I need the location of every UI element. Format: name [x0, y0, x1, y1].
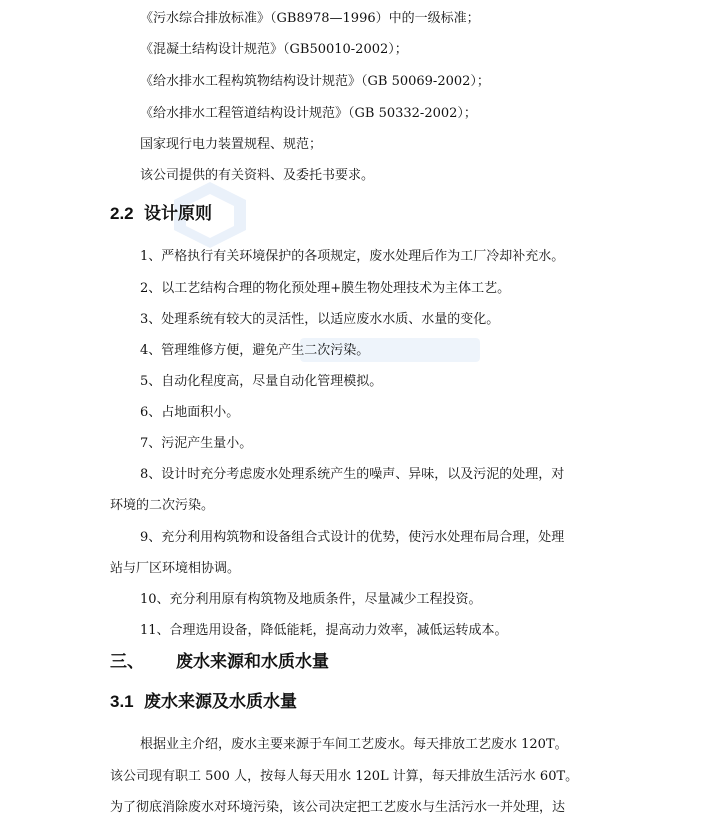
section-number: 三、 [110, 652, 144, 672]
principle-line: 2、以工艺结构合理的物化预处理+膜生物处理技术为主体工艺。 [140, 281, 511, 296]
principle-line: 4、管理维修方便，避免产生二次污染。 [140, 343, 370, 358]
body-line: 为了彻底消除废水对环境污染，该公司决定把工艺废水与生活污水一并处理，达 [110, 800, 566, 815]
standard-line: 《给水排水工程管道结构设计规范》（GB 50332-2002）； [140, 106, 477, 121]
standard-line: 《给水排水工程构筑物结构设计规范》（GB 50069-2002）； [140, 74, 490, 89]
principle-line: 10、充分利用原有构筑物及地质条件，尽量减少工程投资。 [140, 592, 482, 607]
body-line: 根据业主介绍，废水主要来源于车间工艺废水。每天排放工艺废水 120T。 [140, 737, 568, 752]
principle-line: 9、充分利用构筑物和设备组合式设计的优势，使污水处理布局合理，处理 [140, 530, 565, 545]
principle-line: 3、处理系统有较大的灵活性，以适应废水水质、水量的变化。 [140, 312, 500, 327]
principle-line: 8、设计时充分考虑废水处理系统产生的噪声、异味，以及污泥的处理，对 [140, 467, 565, 482]
section-title: 设计原则 [144, 204, 212, 223]
principle-line: 1、严格执行有关环境保护的各项规定，废水处理后作为工厂冷却补充水。 [140, 249, 565, 264]
standard-line: 该公司提供的有关资料、及委托书要求。 [140, 168, 375, 183]
principle-line: 7、污泥产生量小。 [140, 436, 253, 451]
section-heading-2-2 [110, 203, 212, 225]
principle-line: 站与厂区环境相协调。 [110, 561, 241, 576]
principle-line: 6、占地面积小。 [140, 405, 240, 420]
body-line: 该公司现有职工 500 人，按每人每天用水 120L 计算，每天排放生活污水 60T。 [110, 769, 579, 784]
section-heading-3 [110, 650, 329, 674]
section-heading-3-1 [110, 691, 297, 713]
standard-line: 国家现行电力装置规程、规范； [140, 137, 323, 152]
principle-line: 5、自动化程度高，尽量自动化管理模拟。 [140, 374, 383, 389]
section-number: 3.1 [110, 692, 134, 711]
section-title: 废水来源和水质水量 [176, 652, 329, 672]
principle-line: 11、合理选用设备，降低能耗，提高动力效率，减低运转成本。 [140, 623, 508, 638]
standard-line: 《污水综合排放标准》（GB8978—1996）中的一级标准； [140, 11, 480, 26]
principle-line: 环境的二次污染。 [110, 498, 215, 513]
standard-line: 《混凝土结构设计规范》（GB50010-2002）； [140, 42, 408, 57]
section-title: 废水来源及水质水量 [144, 692, 297, 711]
section-number: 2.2 [110, 204, 134, 223]
